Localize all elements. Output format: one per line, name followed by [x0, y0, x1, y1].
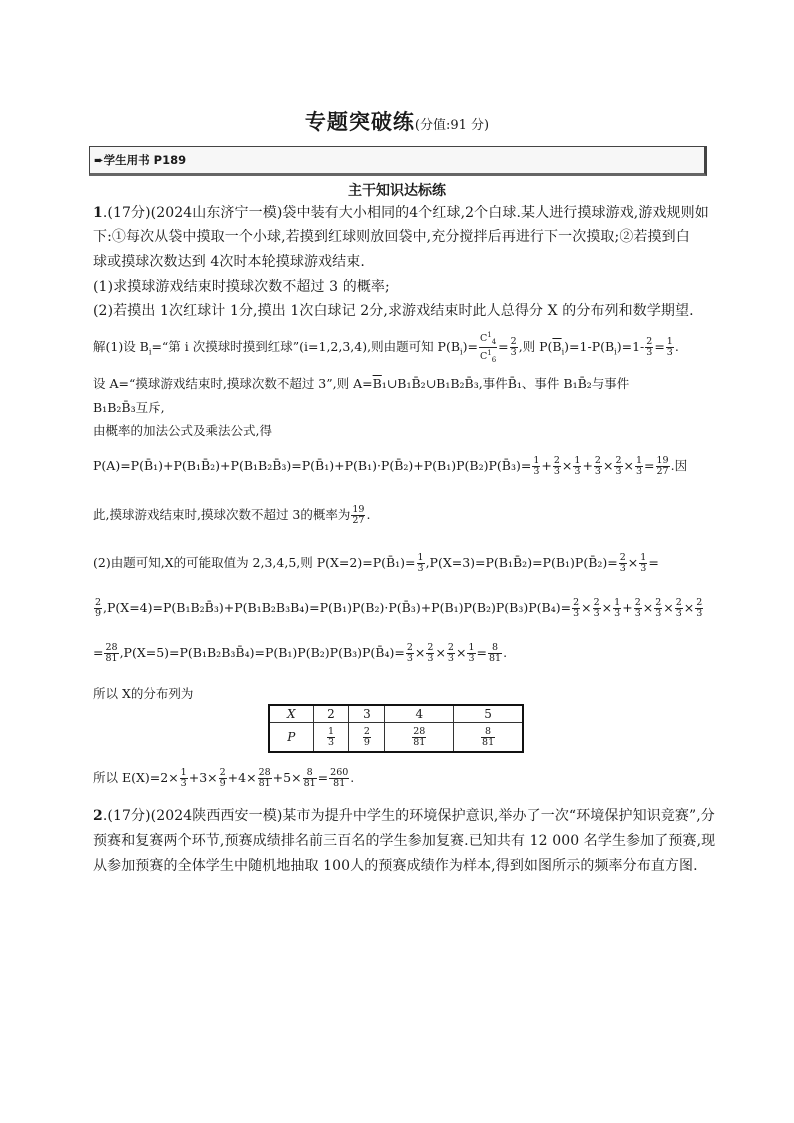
table-cell: $\frac{8}{81}$: [454, 723, 523, 753]
fraction: $\frac{260}{81}$: [330, 767, 349, 789]
fraction: $\frac{2}{3}$: [406, 642, 413, 664]
fraction: $\frac{2}{3}$: [573, 597, 580, 619]
fraction: $\frac{2}{3}$: [553, 455, 560, 477]
fraction: $\frac{2}{9}$: [95, 597, 102, 619]
problem2-line1-text: .(17分)(2024陕西西安一模)某市为提升中学生的环境保护意识,举办了一次“环境保护知识竞赛”,分: [102, 808, 715, 824]
problem2-line3: 从参加预赛的全体学生中随机地抽取 100人的预赛成绩作为样本,得到如图所示的频率分布直方图.: [93, 858, 698, 874]
fraction: $\frac{2}{3}$: [634, 597, 641, 619]
fraction: $\frac{1}{3}$: [640, 552, 647, 574]
sol-prefix: 解(1)设 B: [93, 339, 149, 355]
problem2-number: 2: [93, 808, 103, 824]
fraction: $\frac{19}{27}$: [352, 504, 365, 526]
solution-line11: 所以 E(X)=2× $\frac{1}{3}$ +3× $\frac{2}{9}$ +4× $\frac{28}{81}$ +5× $\frac{8}{81}$ = $\frac{260}{81}$ .: [93, 767, 355, 789]
sol-s7: (2)由题可知,X的可能取值为 2,3,4,5,则 P(X=2)=P(B̄₁)=: [93, 555, 416, 570]
problem2-line2: 预赛和复赛两个环节,预赛成绩排名前三百名的学生参加复赛.已知共有 12 000 名学生参加了预赛,现: [93, 833, 716, 849]
sol-s6: 此,摸球游戏结束时,摸球次数不超过 3的概率为: [93, 507, 351, 522]
banner-label: ➨学生用书 P189: [94, 153, 187, 167]
solution-line9: = $\frac{28}{81}$ ,P(X=5)=P(B₁B₂B₃B̄₄)=P(B₁)P(B₂)P(B₃)P(B̄₄)= $\frac{2}{3}$ × $\frac{2}{3}$ × $\frac{2}{3}$ × $\frac{1}{3}$ = $\frac{8}{81}$ .: [93, 642, 508, 664]
fraction: $\frac{1}{3}$: [180, 767, 187, 789]
problem1-part2: (2)若摸出 1次红球计 1分,摸出 1次白球记 2分,求游戏结束时此人总得分 X 的分布列和数学期望.: [93, 303, 694, 319]
fraction: $\frac{1}{3}$: [533, 455, 540, 477]
fraction: $\frac{2}{3}$: [615, 455, 622, 477]
problem1-line2: 下:①每次从袋中摸取一个小球,若摸到红球则放回袋中,充分搅拌后再进行下一次摸取;②若摸到白: [93, 229, 690, 245]
fraction: $\frac{2}{3}$: [427, 642, 434, 664]
fraction: $\frac{8}{81}$: [303, 767, 316, 789]
page-title: [0, 106, 794, 136]
table-cell: $\frac{1}{3}$: [313, 723, 349, 753]
fraction: $\frac{28}{81}$: [258, 767, 271, 789]
solution-line1: 解(1)设 $B_i=“$第 i 次摸球时摸到红球”(i=1,2,3,4),则由题可知 $P(B_i)=$ $\frac{C^1_4}{C^1_6}$ = $\frac{2}{3}$ ,则 $P(\overline{B}_i)=1-P(B_i)=1-$ $\frac{2}{3}$ = $\frac{1}{3}$ .: [93, 331, 679, 365]
problem1-part1: (1)求摸球游戏结束时摸球次数不超过 3 的概率;: [93, 279, 390, 295]
sol-mid2: )=1-P(B: [564, 339, 615, 355]
title-main: 专题突破练: [304, 110, 415, 134]
problem1-line1: [93, 202, 709, 222]
problem1-intro-1: .(17分)(2024山东济宁一模)袋中装有大小相同的4个红球,2个白球.某人进行摸球游戏,游戏规则如: [102, 205, 709, 221]
sol-s5-end: .因: [670, 458, 688, 473]
fraction: $\frac{1}{3}$: [468, 642, 475, 664]
fraction: $\frac{2}{3}$: [696, 597, 703, 619]
fraction: $\frac{2}{3}$: [593, 597, 600, 619]
sol-mid: ,则 P(: [518, 339, 553, 355]
fraction: $\frac{2}{3}$: [655, 597, 662, 619]
comb-fraction: $\frac{C^1_4}{C^1_6}$: [479, 331, 497, 365]
sol-s8: ,P(X=4)=P(B₁B₂B̄₃)+P(B₁B₂B₃B₄)=P(B₁)P(B₂)·P(B̄₃)+P(B₁)P(B₂)P(B₃)P(B₄)=: [103, 600, 572, 615]
sol-s2-rest: B₁B̄₂∪B₁B₂B̄₃,事件B̄₁、事件 B₁B̄₂与事件: [397, 376, 630, 391]
fraction: $\frac{2}{3}$: [447, 642, 454, 664]
sol-eq: )=: [462, 339, 478, 355]
sol-s5: P(A)=P(B̄₁)+P(B₁B̄₂)+P(B₁B₂B̄₃)=P(B̄₁)+P(B₁)·P(B̄₂)+P(B₁)P(B₂)P(B̄₃)=: [93, 458, 532, 473]
table-header-cell: 4: [385, 705, 454, 723]
solution-line5: P(A)=P(B̄₁)+P(B₁B̄₂)+P(B₁B₂B̄₃)=P(B̄₁)+P(B₁)·P(B̄₂)+P(B₁)P(B₂)P(B̄₃)= $\frac{1}{3}$ + $\frac{2}{3}$ × $\frac{1}{3}$ + $\frac{2}{3}$ × $\frac{2}{3}$ × $\frac{1}{3}$ = $\frac{19}{27}$ .因: [93, 455, 688, 477]
sol-mid3: )=1-: [616, 339, 645, 355]
sol-s2: 设 A=“摸球游戏结束时,摸球次数不超过 3”,则 A=: [93, 376, 373, 391]
fraction: $\frac{8}{81}$: [488, 642, 502, 664]
solution-line4: 由概率的加法公式及乘法公式,得: [93, 423, 272, 438]
student-book-banner: [89, 146, 707, 176]
solution-line8: $\frac{2}{9}$ ,P(X=4)=P(B₁B₂B̄₃)+P(B₁B₂B₃B₄)=P(B₁)P(B₂)·P(B̄₃)+P(B₁)P(B₂)P(B₃)P(B₄)= $\frac{2}{3}$ × $\frac{2}{3}$ × $\frac{1}{3}$ + $\frac{2}{3}$ × $\frac{2}{3}$ × $\frac{2}{3}$ × $\frac{2}{3}$: [95, 597, 703, 619]
section-title: 主干知识达标练: [348, 183, 446, 199]
table-header-cell: 2: [313, 705, 349, 723]
table-row: [269, 723, 523, 753]
table-cell: $\frac{28}{81}$: [385, 723, 454, 753]
solution-line7: (2)由题可知,X的可能取值为 2,3,4,5,则 P(X=2)=P(B̄₁)= $\frac{1}{3}$ ,P(X=3)=P(B₁B̄₂)=P(B₁)P(B̄₂)= $\frac{2}{3}$ × $\frac{1}{3}$ =: [93, 552, 659, 574]
fraction: $\frac{1}{3}$: [417, 552, 424, 574]
fraction: $\frac{2}{3}$: [646, 336, 653, 359]
fraction: $\frac{1}{3}$: [614, 597, 621, 619]
fraction: $\frac{19}{27}$: [656, 455, 669, 477]
solution-line10: 所以 X的分布列为: [93, 686, 194, 701]
fraction: $\frac{1}{3}$: [635, 455, 643, 477]
fraction: $\frac{2}{3}$: [619, 552, 626, 574]
problem2-line1: [93, 805, 715, 825]
distribution-table: [268, 704, 524, 753]
table-header-cell: 3: [349, 705, 385, 723]
fraction: $\frac{2}{3}$: [675, 597, 682, 619]
fraction: $\frac{2}{3}$: [510, 336, 517, 359]
problem1-line3: 球或摸球次数达到 4次时本轮摸球游戏结束.: [93, 254, 365, 270]
fraction: $\frac{1}{3}$: [574, 455, 581, 477]
solution-line3: B₁B₂B̄₃互斥,: [93, 400, 165, 415]
title-score: (分值:91 分): [414, 118, 490, 133]
sol-s11: 所以 E(X)=2: [93, 770, 169, 785]
table-header-cell: 5: [454, 705, 523, 723]
table-cell: $\frac{2}{9}$: [349, 723, 385, 753]
table-cell: P: [269, 723, 313, 753]
solution-line2: 设 A=“摸球游戏结束时,摸球次数不超过 3”,则 $A=\overline{B}_1\cup B_1B̄_2\cup B_1B_2B̄_3$,事件B̄₁、事件 B₁B̄₂与事件: [93, 376, 630, 391]
problem1-number: 1: [93, 205, 103, 221]
table-row: [269, 705, 523, 723]
fraction: $\frac{2}{3}$: [594, 455, 601, 477]
fraction: $\frac{2}{9}$: [219, 767, 226, 789]
fraction: $\frac{28}{81}$: [105, 642, 118, 664]
sol-def: =“第 i 次摸球时摸到红球”(i=1,2,3,4),则由题可知 P(B: [151, 339, 461, 355]
sol-s7b: ,P(X=3)=P(B₁B̄₂)=P(B₁)P(B̄₂)=: [425, 555, 618, 570]
solution-line6: 此,摸球游戏结束时,摸球次数不超过 3的概率为 $\frac{19}{27}$ .: [93, 504, 371, 526]
fraction: $\frac{1}{3}$: [666, 336, 673, 359]
table-header-cell: X: [269, 705, 313, 723]
sol-s9: ,P(X=5)=P(B₁B₂B₃B̄₄)=P(B₁)P(B₂)P(B₃)P(B̄₄)=: [119, 645, 405, 660]
